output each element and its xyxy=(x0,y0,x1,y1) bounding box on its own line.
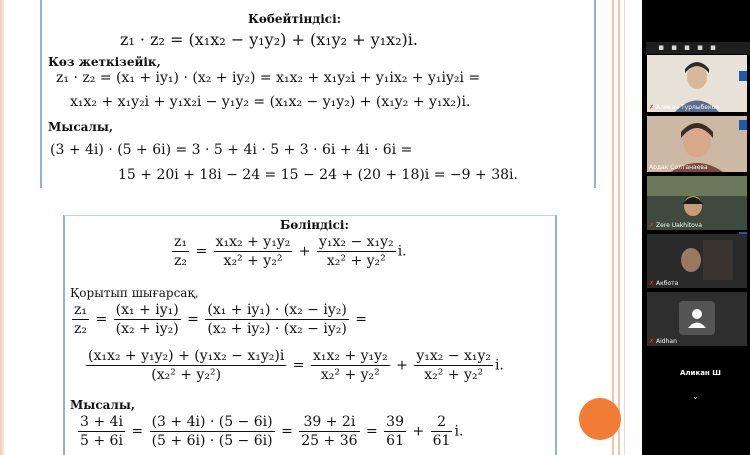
participant-name: ✗ Аликан Турлыбеков xyxy=(649,104,719,111)
muted-mic-icon: ✗ xyxy=(649,104,655,111)
fraction xyxy=(414,348,493,383)
fraction-numerator: 39 + 2i xyxy=(299,414,359,432)
formula-tail: i. xyxy=(495,357,504,374)
slide-orange-circle xyxy=(579,398,621,440)
fraction-numerator: y₁x₂ − x₁y₂ xyxy=(416,348,492,364)
participant-name: ✗ Zere Uakhitova xyxy=(649,222,703,229)
slide-decor-stripe xyxy=(618,0,620,455)
participant-tile[interactable] xyxy=(647,176,747,230)
view-options-icon[interactable]: ▪ ▪ ▪ ▪ ▪ xyxy=(658,43,718,53)
multiplication-example-line2: 15 + 20i + 18i − 24 = 15 − 24 + (20 + 18)i = −9 + 38i. xyxy=(118,167,518,183)
fraction xyxy=(78,414,125,449)
slide-decor-stripe xyxy=(612,0,614,455)
division-proof-line2: $\frac{\text{(x₁x₂ + y₁y₂) + (y₁x₂ − x₁y₂)i}}{\text{(x₂² + y₂²)}}$ = $\frac{\text{x₁x₂ + y₁y₂}}{\text{x₂² + y₂²}}$ + $\frac{\text{y₁x₂ − x₁y₂}}{\text{x₂² + y₂²}}$ i. xyxy=(88,348,504,383)
fraction-denominator: x₂² + y₂² xyxy=(424,367,484,383)
participant-scroll-marker-icon[interactable] xyxy=(739,120,747,130)
fraction-denominator: 61 xyxy=(386,433,404,449)
participant-name: Ардак Солтанаева xyxy=(649,164,708,171)
multiplication-proof-line2: x₁x₂ + x₁y₂i + y₁x₂i − y₁y₂ = (x₁x₂ − y₁y₂) + (x₁y₂ + y₁x₂)i. xyxy=(70,94,471,110)
fraction-denominator: 61 xyxy=(432,433,451,449)
participant-tile[interactable] xyxy=(647,55,747,112)
fraction xyxy=(114,302,181,337)
fraction-denominator: 25 + 36 xyxy=(301,433,358,449)
fraction xyxy=(317,234,396,269)
fraction-denominator: 5 + 6i xyxy=(80,433,123,449)
fraction-denominator: x₂² + y₂² xyxy=(320,367,380,383)
fraction-numerator: z₁ xyxy=(74,302,87,318)
fraction-numerator: 3 + 4i xyxy=(80,414,123,430)
fraction-denominator: x₂² + y₂² xyxy=(223,253,283,269)
division-example-label: Мысалы, xyxy=(70,398,136,412)
fraction-numerator: z₁ xyxy=(174,234,187,250)
participant-tile[interactable] xyxy=(647,116,747,172)
fraction-numerator: 39 xyxy=(386,414,404,430)
fraction xyxy=(299,414,359,449)
active-speaker-name: Аликан Ш xyxy=(680,369,721,377)
fraction-denominator: (x₂ + iy₂) xyxy=(115,321,179,337)
multiplication-example-line1: (3 + 4i) · (5 + 6i) = 3 · 5 + 4i · 5 + 3 · 6i + 4i · 6i = xyxy=(50,142,413,158)
fraction-numerator: (x₁ + iy₁) · (x₂ − iy₂) xyxy=(207,302,347,318)
fraction xyxy=(86,348,286,383)
fraction-numerator: (x₁x₂ + y₁y₂) + (y₁x₂ − x₁y₂)i xyxy=(88,348,285,364)
fraction xyxy=(150,414,275,449)
fraction xyxy=(214,234,293,269)
division-example-line: $\frac{3 + 4i}{5 + 6i}$ = $\frac{(3 + 4i) \cdot (5 - 6i)}{(5 + 6i) \cdot (5 - 6i)}$ = $\frac{39 + 2i}{25 + 36}$ = $\frac{39}{61}$ + $\frac{2}{61}$ i. xyxy=(80,414,464,449)
chevron-down-icon[interactable]: ⌄ xyxy=(692,392,699,401)
fraction-numerator: y₁x₂ − x₁y₂ xyxy=(318,234,394,250)
multiplication-proof-line1: z₁ · z₂ = (x₁ + iy₁) · (x₂ + iy₂) = x₁x₂ + x₁y₂i + y₁ix₂ + y₁iy₂i = xyxy=(56,70,481,86)
fraction-numerator: (x₁ + iy₁) xyxy=(115,302,179,318)
participant-name: ✗ Акбота xyxy=(649,280,679,287)
division-proof-label: Қорытып шығарсақ, xyxy=(70,286,199,300)
fraction xyxy=(205,302,348,337)
muted-mic-icon: ✗ xyxy=(649,280,655,287)
multiplication-example-label: Мысалы, xyxy=(48,120,114,134)
division-proof-line1: $\frac{\text{z₁}}{\text{z₂}}$ = $\frac{\text{(x₁ + iy₁)}}{\text{(x₂ + iy₂)}}$ = $\frac{\text{(x₁ + iy₁) · (x₂ − iy₂)}}{\text{(x₂ + iy₂) · (x₂ − iy₂)}}$ = xyxy=(74,302,368,337)
division-formula: $\frac{\text{z₁}}{\text{z₂}}$ = $\frac{\text{x₁x₂ + y₁y₂}}{\text{x₂² + y₂²}}$ + $\frac{\text{y₁x₂ − x₁y₂}}{\text{x₂² + y₂²}}$ i. xyxy=(174,234,407,269)
fraction-denominator: (x₂² + y₂²) xyxy=(151,367,222,383)
slide-left-edge xyxy=(0,0,4,455)
fraction-numerator: x₁x₂ + y₁y₂ xyxy=(215,234,291,250)
fraction-denominator: (x₂ + iy₂) · (x₂ − iy₂) xyxy=(207,321,347,337)
participant-tile[interactable] xyxy=(647,234,747,288)
fraction-numerator: 2 xyxy=(431,414,453,432)
person-avatar-icon xyxy=(679,301,715,335)
multiplication-proof-label: Көз жеткізейік, xyxy=(48,55,161,69)
fraction-denominator: z₂ xyxy=(174,253,187,269)
fraction-denominator: z₂ xyxy=(74,321,87,337)
slide-decor-stripe xyxy=(624,0,625,455)
fraction-denominator: (5 + 6i) · (5 − 6i) xyxy=(151,433,273,449)
muted-mic-icon: ✗ xyxy=(649,338,655,345)
participant-name: ✗ Aidhan xyxy=(649,338,677,345)
formula-tail: i. xyxy=(454,423,464,440)
fraction xyxy=(311,348,390,383)
participant-scroll-marker-icon[interactable] xyxy=(739,71,747,81)
fraction xyxy=(384,414,406,449)
muted-mic-icon: ✗ xyxy=(649,222,655,229)
multiplication-formula: z₁ · z₂ = (x₁x₂ − y₁y₂) + (x₁y₂ + y₁x₂)i. xyxy=(120,30,418,49)
fraction xyxy=(431,414,453,449)
multiplication-title: Көбейтіндісі: xyxy=(248,12,342,26)
division-title: Бөліндісі: xyxy=(280,218,349,232)
fraction-numerator: x₁x₂ + y₁y₂ xyxy=(312,348,388,364)
fraction xyxy=(172,234,189,269)
formula-tail: i. xyxy=(397,243,407,260)
fraction-numerator: (3 + 4i) · (5 − 6i) xyxy=(151,414,273,430)
fraction xyxy=(72,302,89,337)
fraction-denominator: x₂² + y₂² xyxy=(326,253,386,269)
